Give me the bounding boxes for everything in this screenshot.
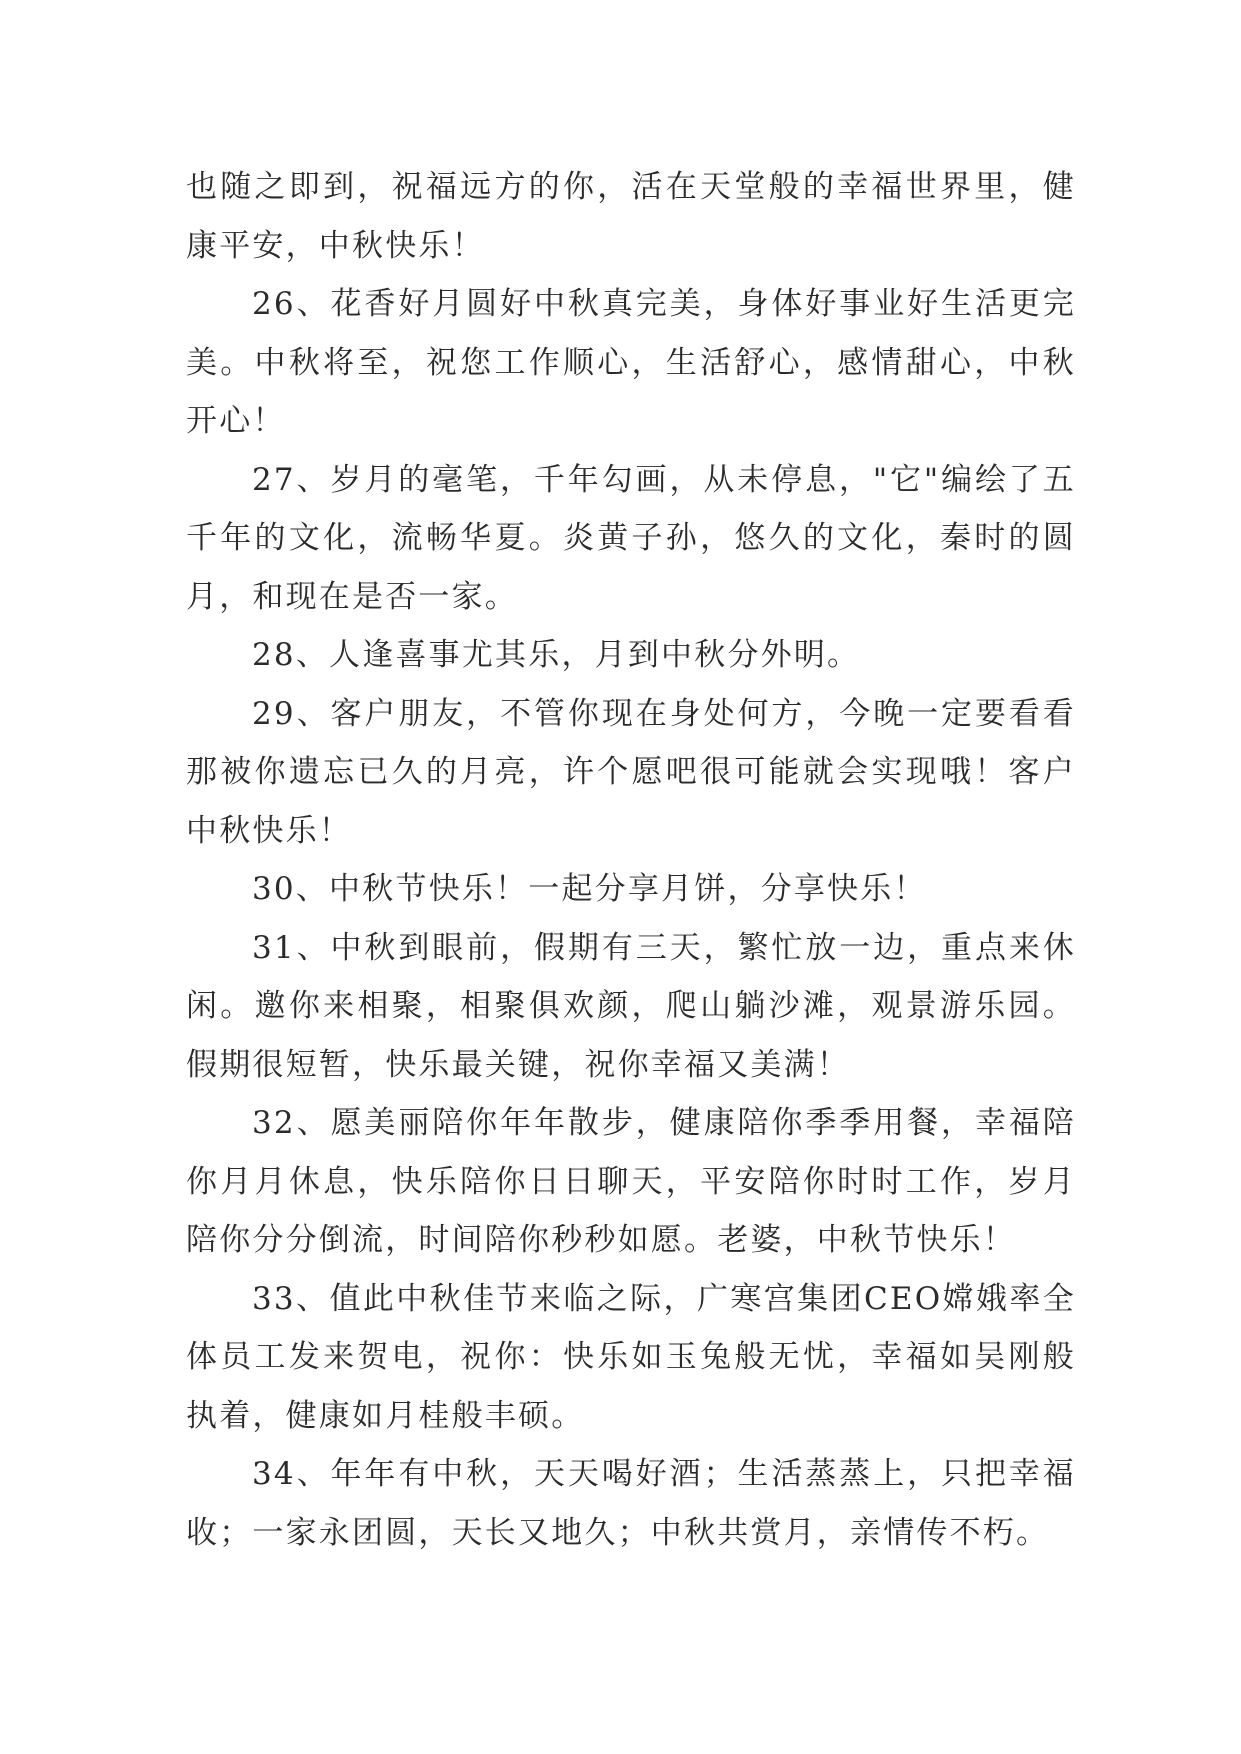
- paragraph-continuation: 也随之即到，祝福远方的你，活在天堂般的幸福世界里，健康平安，中秋快乐！: [186, 169, 1076, 264]
- paragraph-30: 30、中秋节快乐！一起分享月饼，分享快乐！: [252, 871, 927, 907]
- document-body: [186, 158, 1076, 1562]
- paragraph-27: 27、岁月的毫笔，千年勾画，从未停息，"它"编绘了五千年的文化，流畅华夏。炎黄子孙，悠久的文化，秦时的圆月，和现在是否一家。: [186, 461, 1076, 615]
- paragraph-32: 32、愿美丽陪你年年散步，健康陪你季季用餐，幸福陪你月月休息，快乐陪你日日聊天，平安陪你时时工作，岁月陪你分分倒流，时间陪你秒秒如愿。老婆，中秋节快乐！: [186, 1105, 1076, 1258]
- paragraph-29: 29、客户朋友，不管你现在身处何方，今晚一定要看看那被你遗忘已久的月亮，许个愿吧很可能就会实现哦！客户中秋快乐！: [186, 695, 1076, 849]
- paragraph-33: 33、值此中秋佳节来临之际，广寒宫集团CEO嫦娥率全体员工发来贺电，祝你：快乐如玉兔般无忧，幸福如吴刚般执着，健康如月桂般丰硕。: [186, 1280, 1076, 1434]
- paragraph-26: 26、花香好月圆好中秋真完美，身体好事业好生活更完美。中秋将至，祝您工作顺心，生活舒心，感情甜心，中秋开心！: [186, 286, 1076, 439]
- paragraph-34: 34、年年有中秋，天天喝好酒；生活蒸蒸上，只把幸福收；一家永团圆，天长又地久；中秋共赏月，亲情传不朽。: [186, 1456, 1076, 1551]
- paragraph-28: 28、人逢喜事尤其乐，月到中秋分外明。: [252, 637, 861, 673]
- paragraph-31: 31、中秋到眼前，假期有三天，繁忙放一边，重点来休闲。邀你来相聚，相聚俱欢颜，爬山躺沙滩，观景游乐园。假期很短暂，快乐最关键，祝你幸福又美满！: [186, 929, 1076, 1083]
